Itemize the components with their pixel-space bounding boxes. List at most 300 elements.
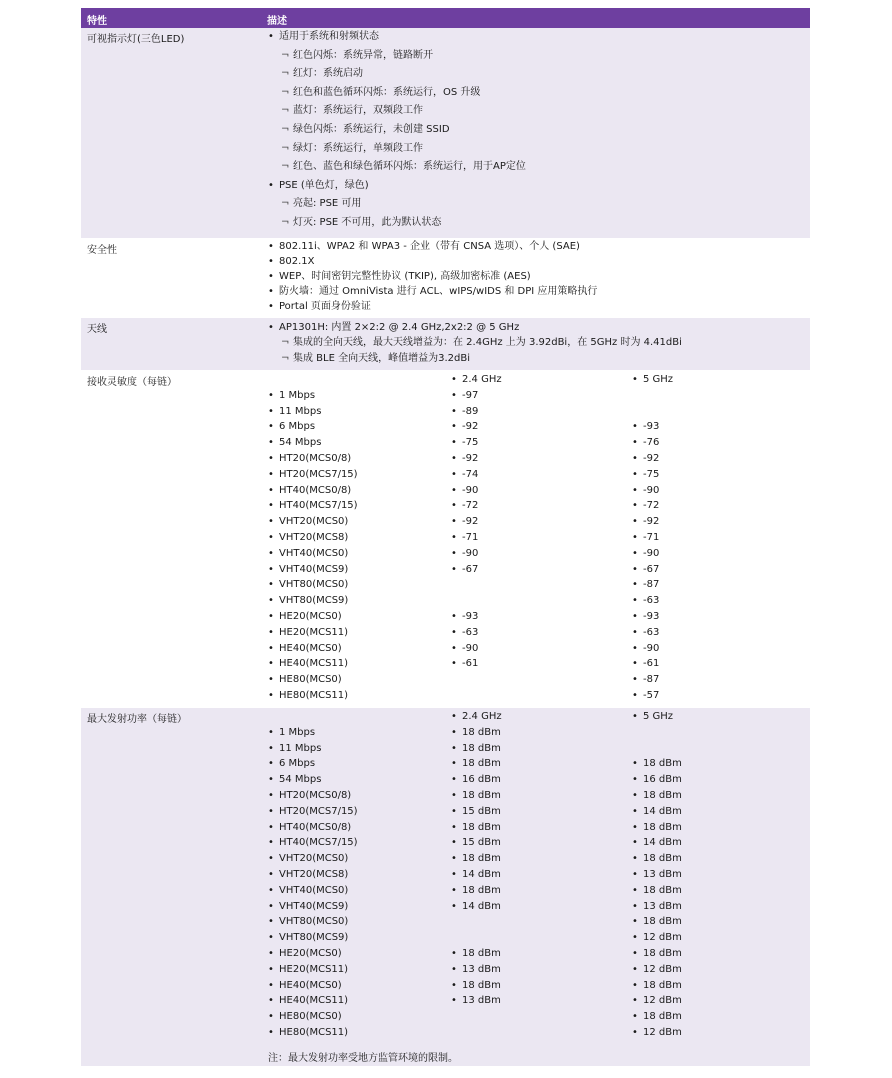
sensitivity-value-24ghz-text: -72 bbox=[462, 500, 479, 512]
table-header bbox=[81, 8, 810, 28]
txpower-value-5ghz bbox=[632, 852, 682, 866]
txpower-rate-text: 54 Mbps bbox=[279, 774, 322, 786]
antenna-item bbox=[268, 321, 519, 335]
bullet-icon: • bbox=[632, 995, 638, 1007]
txpower-rate bbox=[268, 1026, 348, 1040]
bullet-icon: • bbox=[451, 563, 457, 575]
bullet-icon: • bbox=[451, 532, 457, 543]
txpower-value-24ghz bbox=[451, 836, 501, 850]
sensitivity-rate-text: 1 Mbps bbox=[279, 389, 316, 401]
antenna-item-text: 集成的全向天线，最大天线增益为：在 2.4GHz 上为 3.92dBi，在 5GHz 时为 4.41dBi bbox=[293, 337, 682, 349]
sub-bullet-icon: ¬ bbox=[281, 142, 290, 154]
bullet-icon: • bbox=[451, 790, 457, 801]
txpower-value-24ghz bbox=[451, 789, 501, 803]
sensitivity-value-5ghz bbox=[632, 626, 659, 640]
sensitivity-value-24ghz-text: -92 bbox=[462, 516, 479, 528]
txpower-value-24ghz bbox=[451, 757, 501, 771]
bullet-icon: • bbox=[632, 563, 638, 575]
txpower-value-5ghz bbox=[632, 773, 682, 787]
sensitivity-value-24ghz bbox=[451, 531, 478, 545]
bullet-icon: • bbox=[632, 500, 638, 512]
sensitivity-value-24ghz bbox=[451, 626, 478, 640]
txpower-rate-text: VHT20(MCS0) bbox=[279, 853, 349, 865]
bullet-icon: • bbox=[268, 995, 274, 1007]
txpower-value-5ghz bbox=[632, 868, 682, 882]
txpower-rate bbox=[268, 805, 358, 819]
bullet-icon: • bbox=[451, 405, 457, 417]
bullet-icon: • bbox=[451, 821, 457, 833]
bullet-icon: • bbox=[268, 979, 274, 991]
txpower-value-5ghz-text: 18 dBm bbox=[643, 948, 682, 959]
sensitivity-value-24ghz-text: -92 bbox=[462, 453, 479, 464]
txpower-value-5ghz-text: 14 dBm bbox=[643, 805, 682, 817]
txpower-value-5ghz bbox=[632, 805, 682, 819]
bullet-icon: • bbox=[268, 453, 274, 464]
sensitivity-rate bbox=[268, 484, 351, 498]
bullet-icon: • bbox=[268, 611, 274, 622]
sensitivity-rate bbox=[268, 531, 348, 545]
security-item-text: 802.1X bbox=[279, 256, 315, 267]
sensitivity-value-5ghz bbox=[632, 594, 659, 608]
txpower-value-5ghz bbox=[632, 947, 682, 961]
txpower-rate-text: HE20(MCS0) bbox=[279, 948, 342, 959]
sensitivity-rate bbox=[268, 594, 348, 608]
sub-bullet-icon: ¬ bbox=[281, 86, 290, 98]
sensitivity-rate bbox=[268, 673, 342, 687]
txpower-value-24ghz bbox=[451, 821, 501, 835]
sensitivity-rate-text: HE40(MCS0) bbox=[279, 642, 342, 654]
sensitivity-rate bbox=[268, 610, 342, 624]
sub-bullet-icon: ¬ bbox=[281, 198, 290, 210]
bullet-icon: • bbox=[268, 869, 274, 880]
sub-bullet-icon: ¬ bbox=[281, 217, 290, 228]
sensitivity-value-5ghz-text: -93 bbox=[643, 421, 660, 433]
txpower-value-24ghz-text: 15 dBm bbox=[462, 837, 501, 849]
bullet-icon: • bbox=[451, 995, 457, 1007]
sensitivity-col-5ghz bbox=[632, 373, 673, 387]
txpower-value-24ghz bbox=[451, 852, 501, 866]
txpower-rate-text: 6 Mbps bbox=[279, 758, 316, 770]
sensitivity-value-24ghz bbox=[451, 420, 478, 434]
sensitivity-value-5ghz bbox=[632, 420, 659, 434]
bullet-icon: • bbox=[268, 468, 274, 480]
bullet-icon: • bbox=[268, 837, 274, 849]
led-item bbox=[281, 67, 363, 81]
txpower-value-5ghz bbox=[632, 963, 682, 977]
txpower-value-5ghz-text: 18 dBm bbox=[643, 821, 682, 833]
sensitivity-rate-text: HT40(MCS0/8) bbox=[279, 484, 352, 496]
sensitivity-rate-text: VHT40(MCS9) bbox=[279, 563, 349, 575]
txpower-value-24ghz bbox=[451, 900, 501, 914]
led-item-text: 红灯：系统启动 bbox=[293, 68, 363, 80]
txpower-col-5ghz bbox=[632, 710, 673, 724]
sensitivity-rate-text: VHT80(MCS9) bbox=[279, 595, 349, 607]
txpower-value-24ghz bbox=[451, 805, 501, 819]
txpower-rate bbox=[268, 836, 358, 850]
bullet-icon: • bbox=[632, 916, 638, 928]
bullet-icon: • bbox=[632, 774, 638, 786]
led-item bbox=[281, 160, 526, 174]
txpower-rate bbox=[268, 900, 348, 914]
sensitivity-value-24ghz-text: -90 bbox=[462, 484, 479, 496]
led-item-text: 绿色闪烁：系统运行，未创建 SSID bbox=[293, 124, 450, 135]
txpower-rate bbox=[268, 821, 351, 835]
txpower-value-5ghz bbox=[632, 931, 682, 945]
bullet-icon: • bbox=[632, 979, 638, 991]
sensitivity-rate bbox=[268, 515, 348, 529]
bullet-icon: • bbox=[632, 837, 638, 849]
sensitivity-value-5ghz bbox=[632, 452, 659, 466]
txpower-value-24ghz-text: 18 dBm bbox=[462, 758, 501, 770]
sensitivity-rate bbox=[268, 547, 348, 561]
txpower-rate bbox=[268, 742, 321, 756]
sensitivity-rate-text: HE20(MCS0) bbox=[279, 611, 342, 622]
sensitivity-rate-text: 11 Mbps bbox=[279, 405, 322, 417]
txpower-rate bbox=[268, 994, 348, 1008]
sensitivity-value-5ghz bbox=[632, 563, 659, 577]
led-item bbox=[268, 30, 379, 44]
txpower-value-5ghz-text: 18 dBm bbox=[643, 884, 682, 896]
sensitivity-rate bbox=[268, 420, 315, 434]
sensitivity-value-24ghz bbox=[451, 405, 478, 419]
sensitivity-value-5ghz-text: -71 bbox=[643, 532, 660, 543]
sensitivity-value-24ghz bbox=[451, 547, 478, 561]
spec-table bbox=[81, 8, 810, 1067]
bullet-icon: • bbox=[451, 774, 457, 786]
led-item-text: 绿灯：系统运行，单频段工作 bbox=[293, 142, 423, 154]
sensitivity-value-5ghz-text: -57 bbox=[643, 690, 660, 701]
txpower-value-24ghz-text: 13 dBm bbox=[462, 963, 501, 975]
bullet-icon: • bbox=[632, 437, 638, 449]
bullet-icon: • bbox=[632, 374, 638, 385]
bullet-icon: • bbox=[268, 932, 274, 944]
led-item-text: 红色闪烁：系统异常，链路断开 bbox=[293, 49, 433, 61]
txpower-value-5ghz-text: 12 dBm bbox=[643, 963, 682, 975]
txpower-value-5ghz bbox=[632, 789, 682, 803]
header-description: 描述 bbox=[267, 16, 287, 27]
txpower-value-5ghz-text: 16 dBm bbox=[643, 774, 682, 786]
led-item bbox=[281, 197, 361, 211]
bullet-icon: • bbox=[268, 31, 274, 42]
bullet-icon: • bbox=[268, 405, 274, 417]
bullet-icon: • bbox=[268, 805, 274, 817]
txpower-value-5ghz-text: 18 dBm bbox=[643, 790, 682, 801]
bullet-icon: • bbox=[268, 500, 274, 512]
txpower-rate bbox=[268, 868, 348, 882]
feature-txpower: 最大发射功率（每链） bbox=[87, 714, 187, 725]
sensitivity-value-24ghz bbox=[451, 468, 478, 482]
bullet-icon: • bbox=[632, 516, 638, 528]
txpower-rate-text: 1 Mbps bbox=[279, 726, 316, 738]
txpower-rate bbox=[268, 773, 321, 787]
antenna-item bbox=[281, 336, 682, 350]
bullet-icon: • bbox=[632, 932, 638, 944]
bullet-icon: • bbox=[268, 774, 274, 786]
sensitivity-value-5ghz bbox=[632, 610, 659, 624]
bullet-icon: • bbox=[268, 674, 274, 686]
bullet-icon: • bbox=[268, 853, 274, 865]
sensitivity-value-5ghz bbox=[632, 515, 659, 529]
txpower-rate-text: HT20(MCS0/8) bbox=[279, 790, 352, 801]
txpower-value-24ghz-text: 18 dBm bbox=[462, 884, 501, 896]
bullet-icon: • bbox=[451, 453, 457, 464]
txpower-value-24ghz-text: 18 dBm bbox=[462, 742, 501, 754]
txpower-value-24ghz-text: 18 dBm bbox=[462, 853, 501, 865]
txpower-value-24ghz bbox=[451, 868, 501, 882]
security-item-text: Portal 页面身份验证 bbox=[279, 301, 371, 312]
bullet-icon: • bbox=[632, 805, 638, 817]
bullet-icon: • bbox=[632, 674, 638, 686]
bullet-icon: • bbox=[268, 1011, 274, 1023]
sub-bullet-icon: ¬ bbox=[281, 105, 290, 117]
antenna-item-text: 集成 BLE 全向天线，峰值增益为3.2dBi bbox=[293, 352, 470, 364]
txpower-value-24ghz bbox=[451, 994, 501, 1008]
led-item bbox=[281, 104, 423, 118]
bullet-icon: • bbox=[451, 963, 457, 975]
bullet-icon: • bbox=[632, 453, 638, 464]
bullet-icon: • bbox=[632, 532, 638, 543]
bullet-icon: • bbox=[268, 421, 274, 433]
sensitivity-value-5ghz-text: -92 bbox=[643, 453, 660, 464]
sensitivity-rate-text: 6 Mbps bbox=[279, 421, 316, 433]
txpower-value-24ghz bbox=[451, 947, 501, 961]
row-security bbox=[81, 239, 810, 318]
txpower-note: 注：最大发射功率受地方监管环境的限制。 bbox=[268, 1053, 458, 1064]
sensitivity-value-24ghz-text: -89 bbox=[462, 405, 479, 417]
txpower-rate bbox=[268, 915, 348, 929]
bullet-icon: • bbox=[451, 758, 457, 770]
txpower-value-5ghz bbox=[632, 979, 682, 993]
bullet-icon: • bbox=[268, 742, 274, 754]
sensitivity-value-5ghz bbox=[632, 484, 659, 498]
led-item bbox=[281, 142, 423, 156]
led-item-text: PSE (单色灯，绿色) bbox=[279, 179, 369, 191]
led-item bbox=[281, 86, 480, 100]
row-txpower bbox=[81, 708, 810, 1067]
feature-security: 安全性 bbox=[87, 245, 117, 256]
bullet-icon: • bbox=[268, 532, 274, 543]
sensitivity-value-5ghz-text: -90 bbox=[643, 484, 660, 496]
bullet-icon: • bbox=[268, 516, 274, 528]
txpower-value-5ghz-text: 13 dBm bbox=[643, 869, 682, 880]
bullet-icon: • bbox=[268, 271, 274, 282]
txpower-value-5ghz bbox=[632, 915, 682, 929]
txpower-rate-text: VHT20(MCS8) bbox=[279, 869, 349, 880]
led-item-text: 红色和蓝色循环闪烁：系统运行，OS 升级 bbox=[293, 86, 481, 98]
bullet-icon: • bbox=[632, 711, 638, 722]
bullet-icon: • bbox=[268, 916, 274, 928]
txpower-value-24ghz-text: 14 dBm bbox=[462, 900, 501, 912]
txpower-value-24ghz-text: 15 dBm bbox=[462, 805, 501, 817]
bullet-icon: • bbox=[268, 322, 274, 333]
sensitivity-value-24ghz bbox=[451, 657, 478, 671]
txpower-rate-text: HE40(MCS11) bbox=[279, 995, 349, 1007]
sensitivity-value-24ghz bbox=[451, 515, 478, 529]
txpower-value-5ghz-text: 12 dBm bbox=[643, 932, 682, 944]
txpower-rate-text: HE80(MCS11) bbox=[279, 1027, 349, 1038]
bullet-icon: • bbox=[451, 389, 457, 401]
row-sensitivity bbox=[81, 371, 810, 708]
bullet-icon: • bbox=[632, 1027, 638, 1038]
sensitivity-value-5ghz-text: -87 bbox=[643, 579, 660, 591]
security-item bbox=[268, 255, 314, 269]
sub-bullet-icon: ¬ bbox=[281, 49, 290, 61]
txpower-value-5ghz-text: 12 dBm bbox=[643, 1027, 682, 1038]
sensitivity-value-5ghz bbox=[632, 499, 659, 513]
sensitivity-value-24ghz-text: -90 bbox=[462, 642, 479, 654]
sensitivity-value-5ghz bbox=[632, 578, 659, 592]
bullet-icon: • bbox=[268, 563, 274, 575]
security-item-text: 802.11i、WPA2 和 WPA3 - 企业（带有 CNSA 选项）、个人 (SAE) bbox=[279, 241, 580, 252]
bullet-icon: • bbox=[451, 500, 457, 512]
txpower-rate-text: HT40(MCS7/15) bbox=[279, 837, 358, 849]
txpower-value-5ghz bbox=[632, 1010, 682, 1024]
sensitivity-value-5ghz bbox=[632, 689, 659, 703]
security-item bbox=[268, 240, 580, 254]
txpower-value-5ghz bbox=[632, 900, 682, 914]
txpower-value-24ghz-text: 14 dBm bbox=[462, 869, 501, 880]
sensitivity-value-24ghz bbox=[451, 436, 478, 450]
bullet-icon: • bbox=[451, 900, 457, 912]
led-item-text: 亮起: PSE 可用 bbox=[293, 198, 362, 210]
bullet-icon: • bbox=[632, 484, 638, 496]
sensitivity-rate bbox=[268, 626, 348, 640]
txpower-rate-text: HE80(MCS0) bbox=[279, 1011, 342, 1023]
sensitivity-rate-text: HE40(MCS11) bbox=[279, 658, 349, 670]
txpower-rate bbox=[268, 1010, 342, 1024]
sensitivity-col-24ghz bbox=[451, 373, 502, 387]
sensitivity-value-24ghz-text: -97 bbox=[462, 389, 479, 401]
sensitivity-rate bbox=[268, 389, 315, 403]
row-antenna bbox=[81, 318, 810, 371]
bullet-icon: • bbox=[632, 758, 638, 770]
feature-sensitivity: 接收灵敏度（每链） bbox=[87, 377, 177, 388]
security-item bbox=[268, 300, 371, 314]
bullet-icon: • bbox=[268, 658, 274, 670]
txpower-rate bbox=[268, 789, 351, 803]
bullet-icon: • bbox=[268, 389, 274, 401]
txpower-value-24ghz-text: 18 dBm bbox=[462, 790, 501, 801]
bullet-icon: • bbox=[268, 642, 274, 654]
bullet-icon: • bbox=[268, 579, 274, 591]
txpower-value-24ghz bbox=[451, 773, 501, 787]
bullet-icon: • bbox=[451, 484, 457, 496]
bullet-icon: • bbox=[268, 726, 274, 738]
sensitivity-value-24ghz-text: -61 bbox=[462, 658, 479, 670]
sensitivity-value-5ghz-text: -92 bbox=[643, 516, 660, 528]
bullet-icon: • bbox=[268, 301, 274, 312]
txpower-rate bbox=[268, 963, 348, 977]
led-item-text: 灯灭: PSE 不可用，此为默认状态 bbox=[293, 217, 442, 228]
sensitivity-rate bbox=[268, 405, 321, 419]
security-item bbox=[268, 285, 597, 299]
bullet-icon: • bbox=[268, 1027, 274, 1038]
txpower-value-5ghz bbox=[632, 1026, 682, 1040]
bullet-icon: • bbox=[268, 884, 274, 896]
antenna-item bbox=[281, 352, 470, 366]
txpower-value-24ghz-text: 16 dBm bbox=[462, 774, 501, 786]
txpower-value-24ghz bbox=[451, 884, 501, 898]
txpower-rate-text: HT40(MCS0/8) bbox=[279, 821, 352, 833]
txpower-rate bbox=[268, 726, 315, 740]
txpower-col-24ghz-text: 2.4 GHz bbox=[462, 711, 502, 722]
sensitivity-value-5ghz bbox=[632, 468, 659, 482]
txpower-value-5ghz-text: 18 dBm bbox=[643, 758, 682, 770]
sensitivity-value-24ghz-text: -63 bbox=[462, 626, 479, 638]
sensitivity-value-5ghz-text: -63 bbox=[643, 626, 660, 638]
txpower-value-24ghz-text: 18 dBm bbox=[462, 948, 501, 959]
bullet-icon: • bbox=[632, 1011, 638, 1023]
bullet-icon: • bbox=[632, 869, 638, 880]
bullet-icon: • bbox=[451, 421, 457, 433]
txpower-value-5ghz bbox=[632, 884, 682, 898]
sensitivity-value-24ghz-text: -75 bbox=[462, 437, 479, 449]
sensitivity-value-24ghz-text: -74 bbox=[462, 468, 479, 480]
feature-antenna: 天线 bbox=[87, 324, 107, 335]
antenna-item-text: AP1301H: 内置 2×2:2 @ 2.4 GHz,2x2:2 @ 5 GHz bbox=[279, 322, 520, 333]
sub-bullet-icon: ¬ bbox=[281, 352, 290, 364]
security-item-text: WEP、时间密钥完整性协议 (TKIP), 高级加密标准 (AES) bbox=[279, 271, 531, 282]
bullet-icon: • bbox=[451, 516, 457, 528]
txpower-value-5ghz-text: 18 dBm bbox=[643, 1011, 682, 1023]
led-item bbox=[268, 179, 369, 193]
bullet-icon: • bbox=[268, 963, 274, 975]
txpower-value-5ghz-text: 12 dBm bbox=[643, 995, 682, 1007]
bullet-icon: • bbox=[632, 853, 638, 865]
bullet-icon: • bbox=[632, 421, 638, 433]
sensitivity-value-24ghz bbox=[451, 389, 478, 403]
sensitivity-value-24ghz-text: -67 bbox=[462, 563, 479, 575]
bullet-icon: • bbox=[451, 869, 457, 880]
bullet-icon: • bbox=[268, 547, 274, 559]
bullet-icon: • bbox=[632, 547, 638, 559]
sensitivity-value-24ghz bbox=[451, 452, 478, 466]
bullet-icon: • bbox=[268, 437, 274, 449]
bullet-icon: • bbox=[451, 468, 457, 480]
bullet-icon: • bbox=[451, 948, 457, 959]
led-item bbox=[281, 216, 441, 230]
txpower-rate bbox=[268, 931, 348, 945]
sensitivity-value-5ghz bbox=[632, 531, 659, 545]
led-item-text: 红色、蓝色和绿色循环闪烁：系统运行，用于AP定位 bbox=[293, 161, 526, 173]
txpower-value-5ghz-text: 18 dBm bbox=[643, 853, 682, 865]
sensitivity-rate-text: HT20(MCS7/15) bbox=[279, 468, 358, 480]
bullet-icon: • bbox=[632, 642, 638, 654]
sensitivity-rate-text: HT40(MCS7/15) bbox=[279, 500, 358, 512]
led-item-text: 蓝灯：系统运行，双频段工作 bbox=[293, 105, 423, 117]
bullet-icon: • bbox=[451, 611, 457, 622]
txpower-rate-text: VHT40(MCS0) bbox=[279, 884, 349, 896]
led-item bbox=[281, 123, 450, 137]
sensitivity-rate-text: VHT20(MCS0) bbox=[279, 516, 349, 528]
sensitivity-value-5ghz-text: -90 bbox=[643, 642, 660, 654]
bullet-icon: • bbox=[268, 286, 274, 297]
bullet-icon: • bbox=[632, 790, 638, 801]
bullet-icon: • bbox=[268, 256, 274, 267]
sensitivity-value-24ghz-text: -92 bbox=[462, 421, 479, 433]
sensitivity-rate-text: VHT20(MCS8) bbox=[279, 532, 349, 543]
sensitivity-value-24ghz bbox=[451, 499, 478, 513]
txpower-rate-text: VHT40(MCS9) bbox=[279, 900, 349, 912]
bullet-icon: • bbox=[632, 468, 638, 480]
sensitivity-rate-text: 54 Mbps bbox=[279, 437, 322, 449]
sensitivity-value-5ghz-text: -90 bbox=[643, 547, 660, 559]
txpower-col-5ghz-text: 5 GHz bbox=[643, 711, 674, 722]
txpower-value-5ghz-text: 13 dBm bbox=[643, 900, 682, 912]
txpower-rate bbox=[268, 979, 342, 993]
bullet-icon: • bbox=[632, 963, 638, 975]
security-item bbox=[268, 270, 531, 284]
